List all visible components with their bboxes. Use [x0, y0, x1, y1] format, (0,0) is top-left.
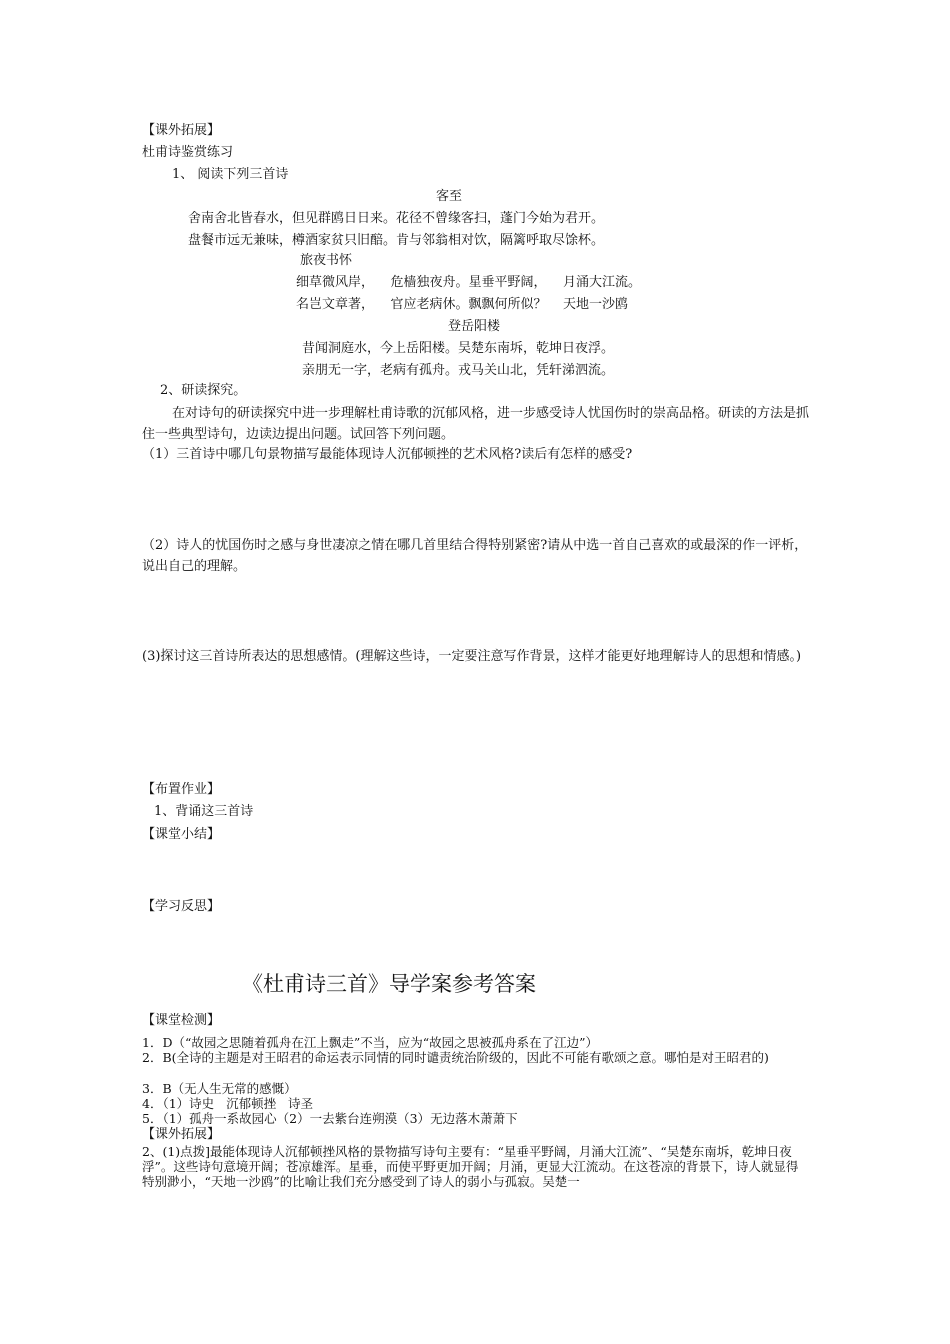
answers-title: 《杜甫诗三首》导学案参考答案 [242, 972, 536, 996]
answer-item-1: 1．D（“故园之思随着孤舟在江上飘走”不当，应为“故园之思被孤舟系在了江边”） [142, 1035, 599, 1050]
study-intro: 在对诗句的研读探究中进一步理解杜甫诗歌的沉郁风格，进一步感受诗人忧国伤时的崇高品格。研读的方法是抓住一些典型诗句，边读边提出问题。试回答下列问题。 [142, 406, 810, 442]
task-1: 1、 阅读下列三首诗 [172, 167, 289, 182]
question-1: （1）三首诗中哪几句景物描写最能体现诗人沉郁顿挫的艺术风格?读后有怎样的感受? [142, 447, 633, 462]
reflection-heading: 【学习反思】 [142, 899, 221, 914]
poem-line: 细草微风岸， 危樯独夜舟。星垂平野阔， 月涌大江流。 [296, 275, 642, 290]
homework-item: 1、背诵这三首诗 [154, 804, 254, 819]
poem-line: 舍南舍北皆春水，但见群鸥日日来。花径不曾缘客扫，蓬门今始为君开。 [188, 211, 605, 226]
poem-title-kezhi: 客至 [436, 189, 463, 204]
poem-title-lvye: 旅夜书怀 [300, 253, 353, 268]
poem-line: 名岂文章著， 官应老病休。飘飘何所似？ 天地一沙鸥 [296, 297, 629, 312]
poem-line: 亲朋无一字，老病有孤舟。戎马关山北，凭轩涕泗流。 [302, 363, 615, 378]
exercise-subtitle: 杜甫诗鉴赏练习 [142, 145, 234, 160]
poem-title-yueyang: 登岳阳楼 [448, 319, 501, 334]
extension-heading: 【课外拓展】 [142, 123, 221, 138]
task-2: 2、研读探究。 [160, 383, 247, 398]
poem-line: 盘餐市远无兼味，樽酒家贫只旧醅。肯与邻翁相对饮，隔篱呼取尽馀杯。 [188, 233, 605, 248]
homework-heading: 【布置作业】 [142, 782, 221, 797]
summary-heading: 【课堂小结】 [142, 827, 221, 842]
answer-item-3: 3．B（无人生无常的感慨） [142, 1081, 297, 1096]
answer-item-2: 2．B(全诗的主题是对王昭君的命运表示同情的同时谴责统治阶级的，因此不可能有歌颂之意。哪怕是对王昭君的) [142, 1050, 769, 1065]
answers-extension-heading: 【课外拓展】 [142, 1127, 221, 1142]
answers-extension-text: 2、(1)点拨]最能体现诗人沉郁顿挫风格的景物描写诗句主要有：“星垂平野阔，月涌大江流”、“吴楚东南坼，乾坤日夜浮”。这些诗句意境开阔；苍凉雄浑。星垂，而使平野更加开阔；月涌，更显大江流动。在这苍凉的背景下，诗人就显得特别渺小，“天地一沙鸥”的比喻让我们充分感受到了诗人的弱小与孤寂。吴楚一 [142, 1144, 799, 1189]
poem-line: 昔闻洞庭水，今上岳阳楼。吴楚东南坼，乾坤日夜浮。 [302, 341, 615, 356]
question-2: （2）诗人的忧国伤时之感与身世凄凉之情在哪几首里结合得特别紧密?请从中选一首自己喜欢的或最深的作一评析，说出自己的理解。 [142, 538, 808, 574]
answer-item-4: 4．（1）诗史 沉郁顿挫 诗圣 [142, 1096, 313, 1111]
check-heading: 【课堂检测】 [142, 1013, 221, 1028]
question-3: (3)探讨这三首诗所表达的思想感情。(理解这些诗，一定要注意写作背景，这样才能更好地理解诗人的思想和情感。) [142, 649, 802, 664]
answer-item-5: 5．（1）孤舟一系故园心（2）一去紫台连朔漠（3）无边落木萧萧下 [142, 1111, 518, 1126]
